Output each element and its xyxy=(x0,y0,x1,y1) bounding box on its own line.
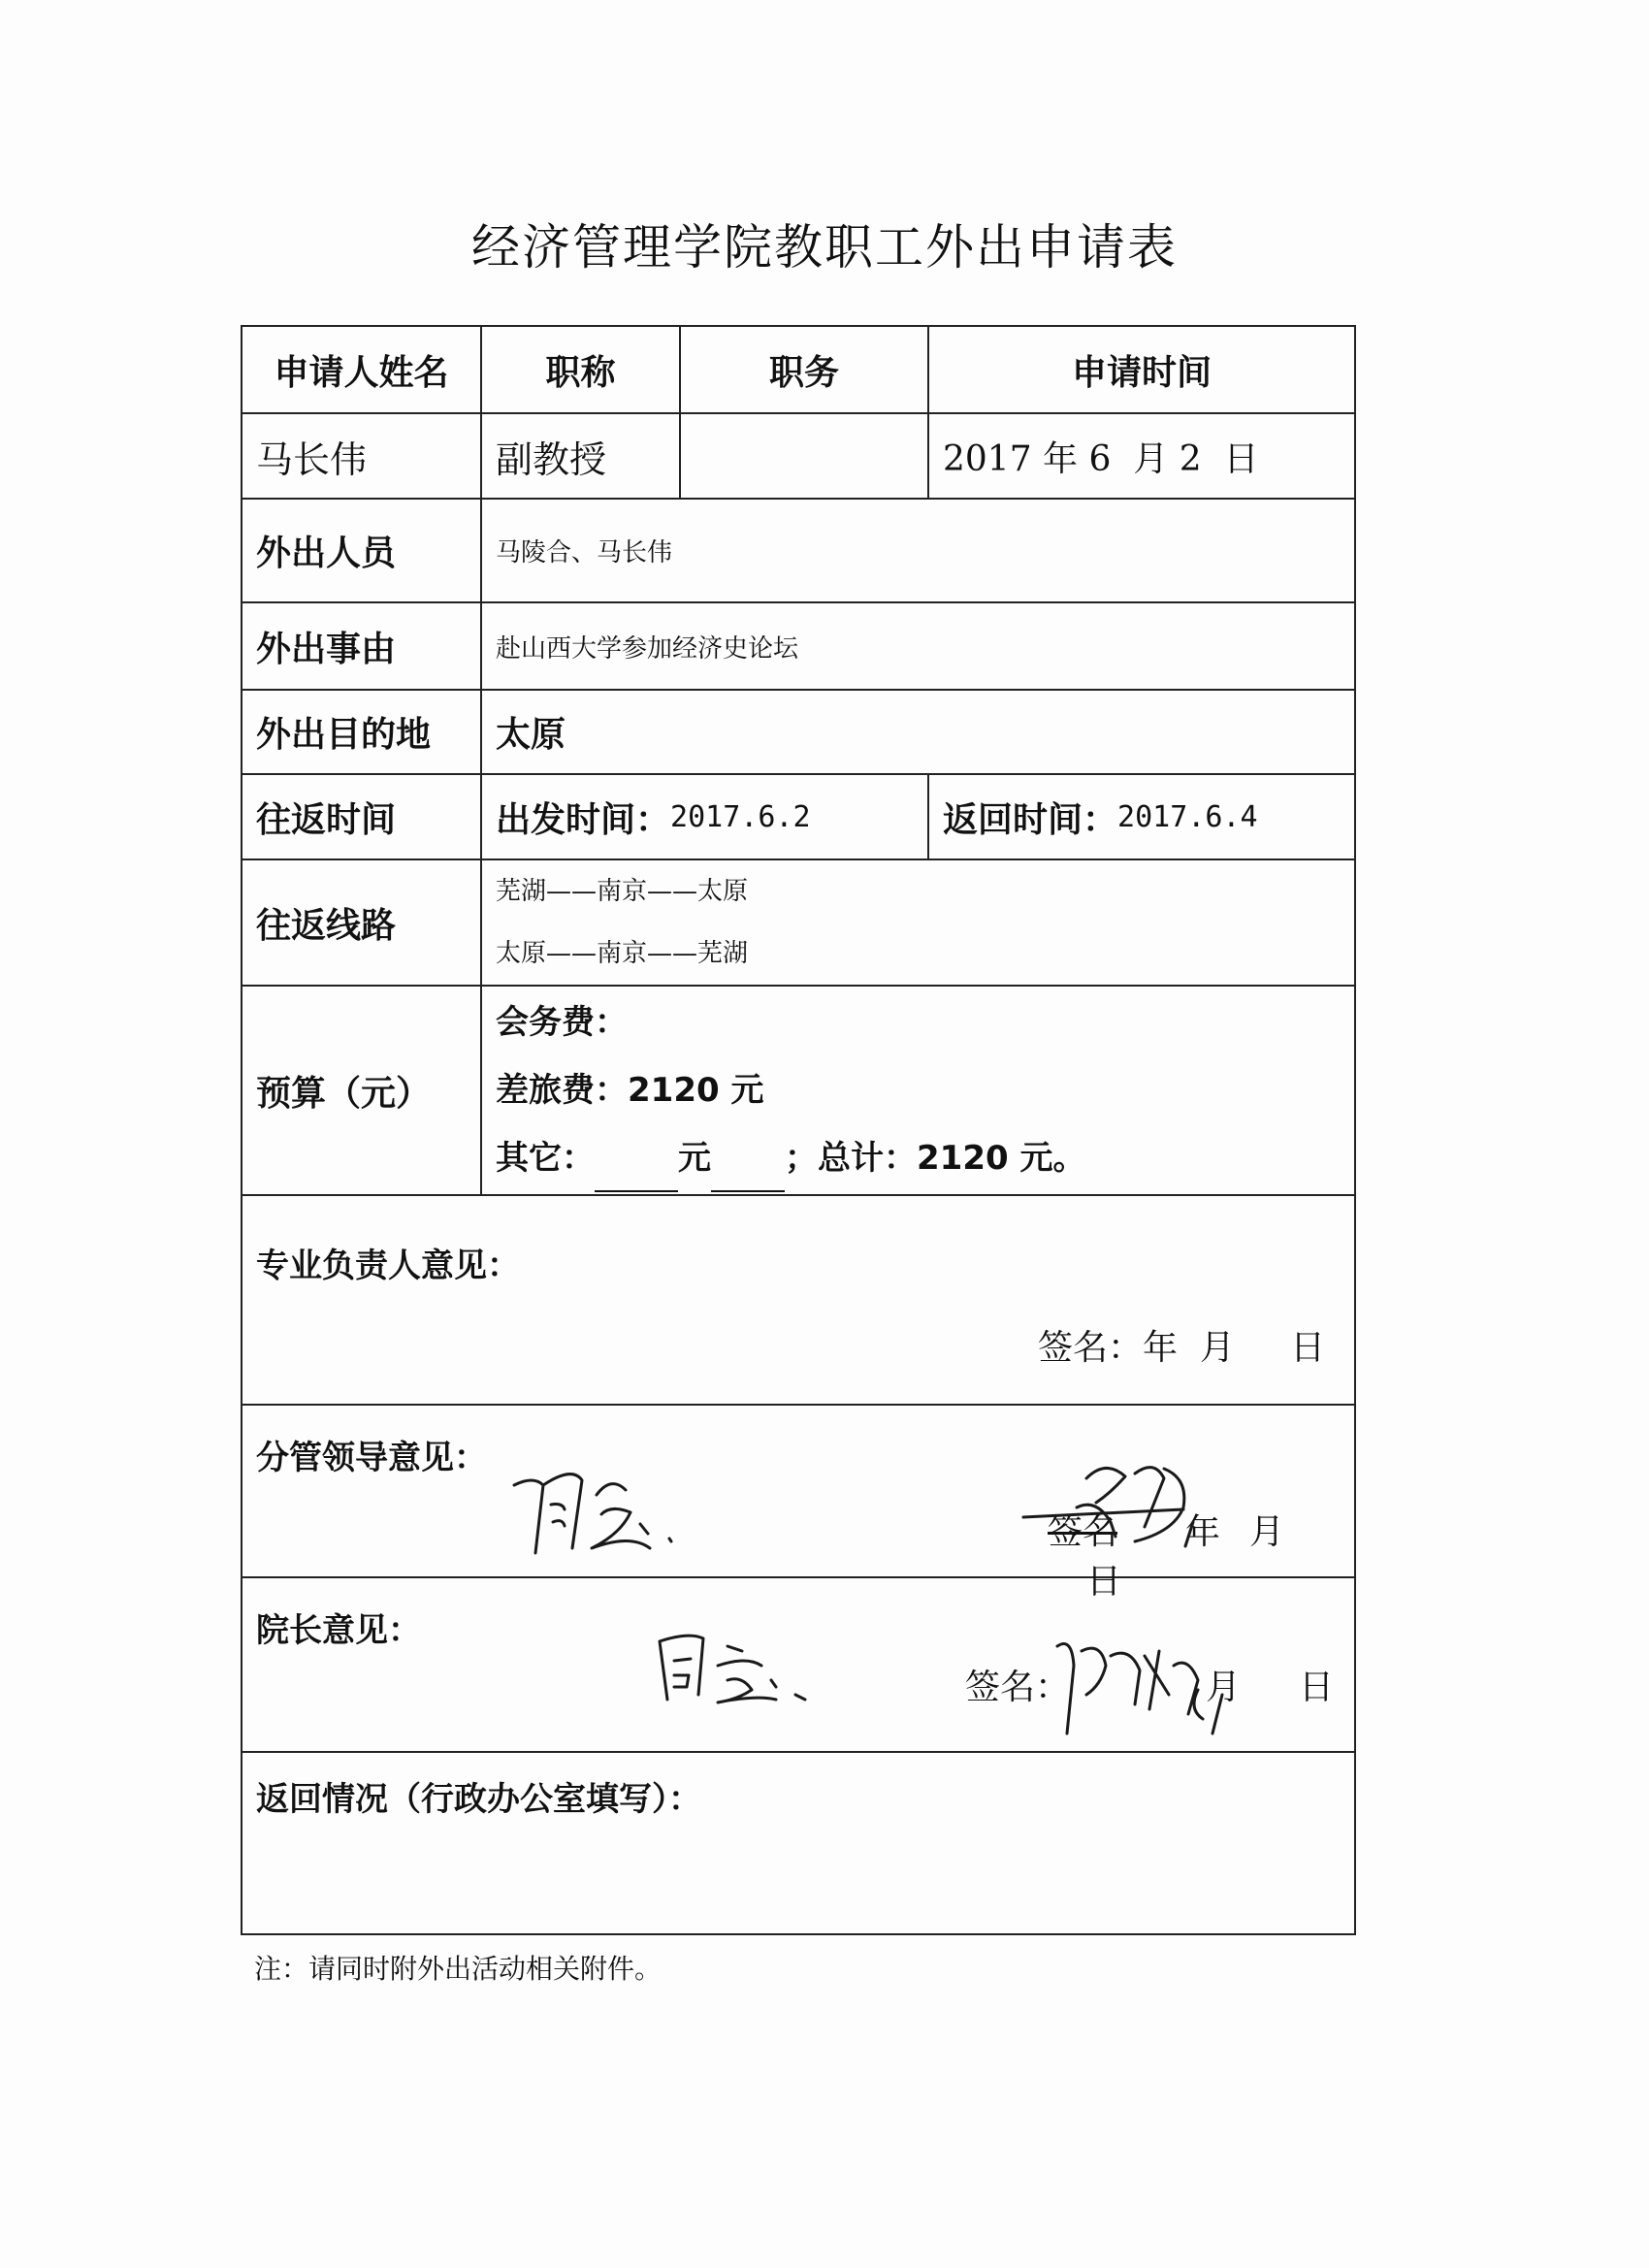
other-amount-blank xyxy=(595,1161,678,1192)
form-title: 经济管理学院教职工外出申请表 xyxy=(471,219,1178,275)
leader-opinion-title: 分管领导意见： xyxy=(256,1439,487,1477)
leader-sign-year: 年 xyxy=(1185,1512,1221,1552)
return-status-section xyxy=(242,1753,1354,1933)
travel-fee: 差旅费：2120 元 xyxy=(496,1071,764,1110)
depart-value: 2017.6.2 xyxy=(670,799,811,834)
major-head-opinion-title: 专业负责人意见： xyxy=(256,1247,520,1285)
destination-value: 太原 xyxy=(482,691,1354,775)
depart-cell xyxy=(482,775,929,860)
destination-label: 外出目的地 xyxy=(242,691,482,775)
other-item-blank xyxy=(711,1161,785,1192)
return-cell xyxy=(929,775,1354,860)
header-position: 职务 xyxy=(681,327,929,414)
personnel-value: 马陵合、马长伟 xyxy=(482,500,1354,603)
total-fee: ；总计：2120 元。 xyxy=(785,1139,1086,1178)
major-head-signature-line: 签名：年 月 日 xyxy=(1038,1328,1326,1368)
reason-value: 赴山西大学参加经济史论坛 xyxy=(482,603,1354,691)
major-head-opinion-section xyxy=(242,1196,1354,1406)
time-label: 往返时间 xyxy=(242,775,482,860)
route-label: 往返线路 xyxy=(242,860,482,987)
conference-fee: 会务费： xyxy=(496,1003,628,1042)
leader-handwritten-approval xyxy=(504,1456,698,1563)
dean-sign-day: 日 xyxy=(1299,1668,1335,1707)
return-value: 2017.6.4 xyxy=(1117,799,1258,834)
leader-sign-month: 月 xyxy=(1249,1512,1285,1552)
depart-label: 出发时间： xyxy=(496,799,671,840)
personnel-label: 外出人员 xyxy=(242,500,482,603)
dean-sign-month: 月 xyxy=(1206,1668,1242,1707)
return-status-title: 返回情况（行政办公室填写）： xyxy=(256,1780,701,1819)
route-cell xyxy=(482,860,1354,987)
leader-sign-day: 日 xyxy=(1086,1562,1122,1602)
other-fee-line xyxy=(496,1124,1085,1192)
dean-sign-prefix: 签名： xyxy=(965,1668,1071,1707)
header-rank: 职称 xyxy=(482,327,681,414)
dean-signature-scrawl xyxy=(1043,1627,1246,1753)
other-prefix: 其它： xyxy=(496,1139,595,1178)
applicant-rank: 副教授 xyxy=(482,414,681,500)
footnote: 注：请同时附外出活动相关附件。 xyxy=(254,1953,663,1985)
dean-opinion-section xyxy=(242,1578,1354,1753)
leader-signature-scrawl xyxy=(1018,1449,1242,1546)
return-label: 返回时间： xyxy=(943,799,1118,840)
applicant-name: 马长伟 xyxy=(242,414,482,500)
budget-label: 预算（元） xyxy=(242,987,482,1196)
leader-opinion-section xyxy=(242,1406,1354,1602)
header-apply-time: 申请时间 xyxy=(929,327,1354,414)
form-table xyxy=(241,325,1356,1935)
route-line-2: 太原——南京——芜湖 xyxy=(496,939,749,968)
leader-sign-prefix: 签名 xyxy=(1048,1512,1118,1552)
dean-handwritten-approval xyxy=(650,1627,844,1714)
applicant-position xyxy=(681,414,929,500)
route-line-1: 芜湖——南京——太原 xyxy=(496,877,749,906)
other-unit: 元 xyxy=(678,1139,711,1178)
dean-opinion-title: 院长意见： xyxy=(256,1611,421,1650)
applicant-date: 2017 年 6 月 2 日 xyxy=(929,414,1354,500)
header-name: 申请人姓名 xyxy=(242,327,482,414)
reason-label: 外出事由 xyxy=(242,603,482,691)
budget-cell xyxy=(482,987,1354,1196)
